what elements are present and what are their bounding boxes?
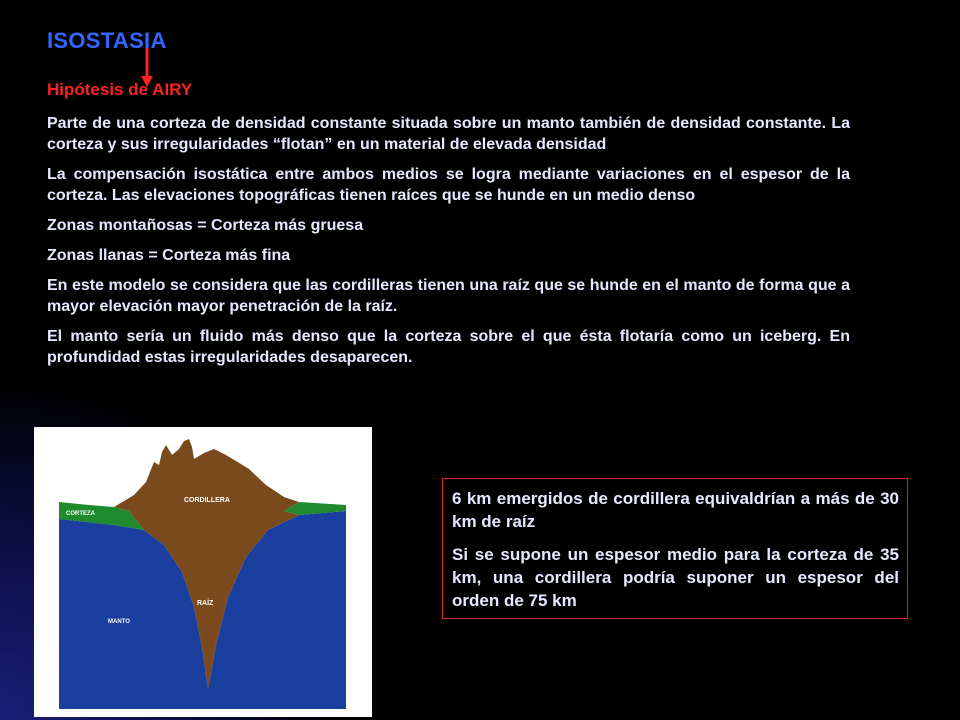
paragraph: En este modelo se considera que las cordilleras tienen una raíz que se hunde en el manto de forma que a mayor elevación mayor penetración de la raíz.	[47, 277, 850, 315]
callout-paragraph: 6 km emergidos de cordillera equivaldrían a más de 30 km de raíz	[452, 489, 899, 531]
label-raiz: RAÍZ	[197, 600, 214, 607]
paragraph: Parte de una corteza de densidad constante situada sobre un manto también de densidad constante. La corteza y sus irregularidades “flotan” en un material de elevada densidad	[47, 115, 850, 153]
label-cordillera: CORDILLERA	[184, 497, 230, 504]
paragraph: La compensación isostática entre ambos medios se logra mediante variaciones en el espesor de la corteza. Las elevaciones topográficas tienen raíces que se hunde en un medio denso	[47, 166, 850, 204]
callout-paragraph: Si se supone un espesor medio para la corteza de 35 km, una cordillera podría suponer un espesor del orden de 75 km	[452, 545, 899, 610]
paragraph: Zonas montañosas = Corteza más gruesa	[47, 217, 364, 234]
label-manto: MANTO	[108, 619, 130, 625]
callout-box	[442, 478, 908, 619]
label-corteza: CORTEZA	[66, 511, 95, 517]
slide-subtitle: Hipótesis de AIRY	[47, 80, 193, 99]
paragraph: Zonas llanas = Corteza más fina	[47, 247, 291, 264]
slide-title: ISOSTASIA	[47, 28, 167, 53]
isostasy-diagram	[34, 427, 372, 717]
paragraph: El manto sería un fluido más denso que la corteza sobre el que ésta flotaría como un iceberg. En profundidad estas irregularidades desaparecen.	[47, 328, 850, 366]
body-text	[47, 113, 850, 377]
diagram-svg	[34, 427, 372, 717]
